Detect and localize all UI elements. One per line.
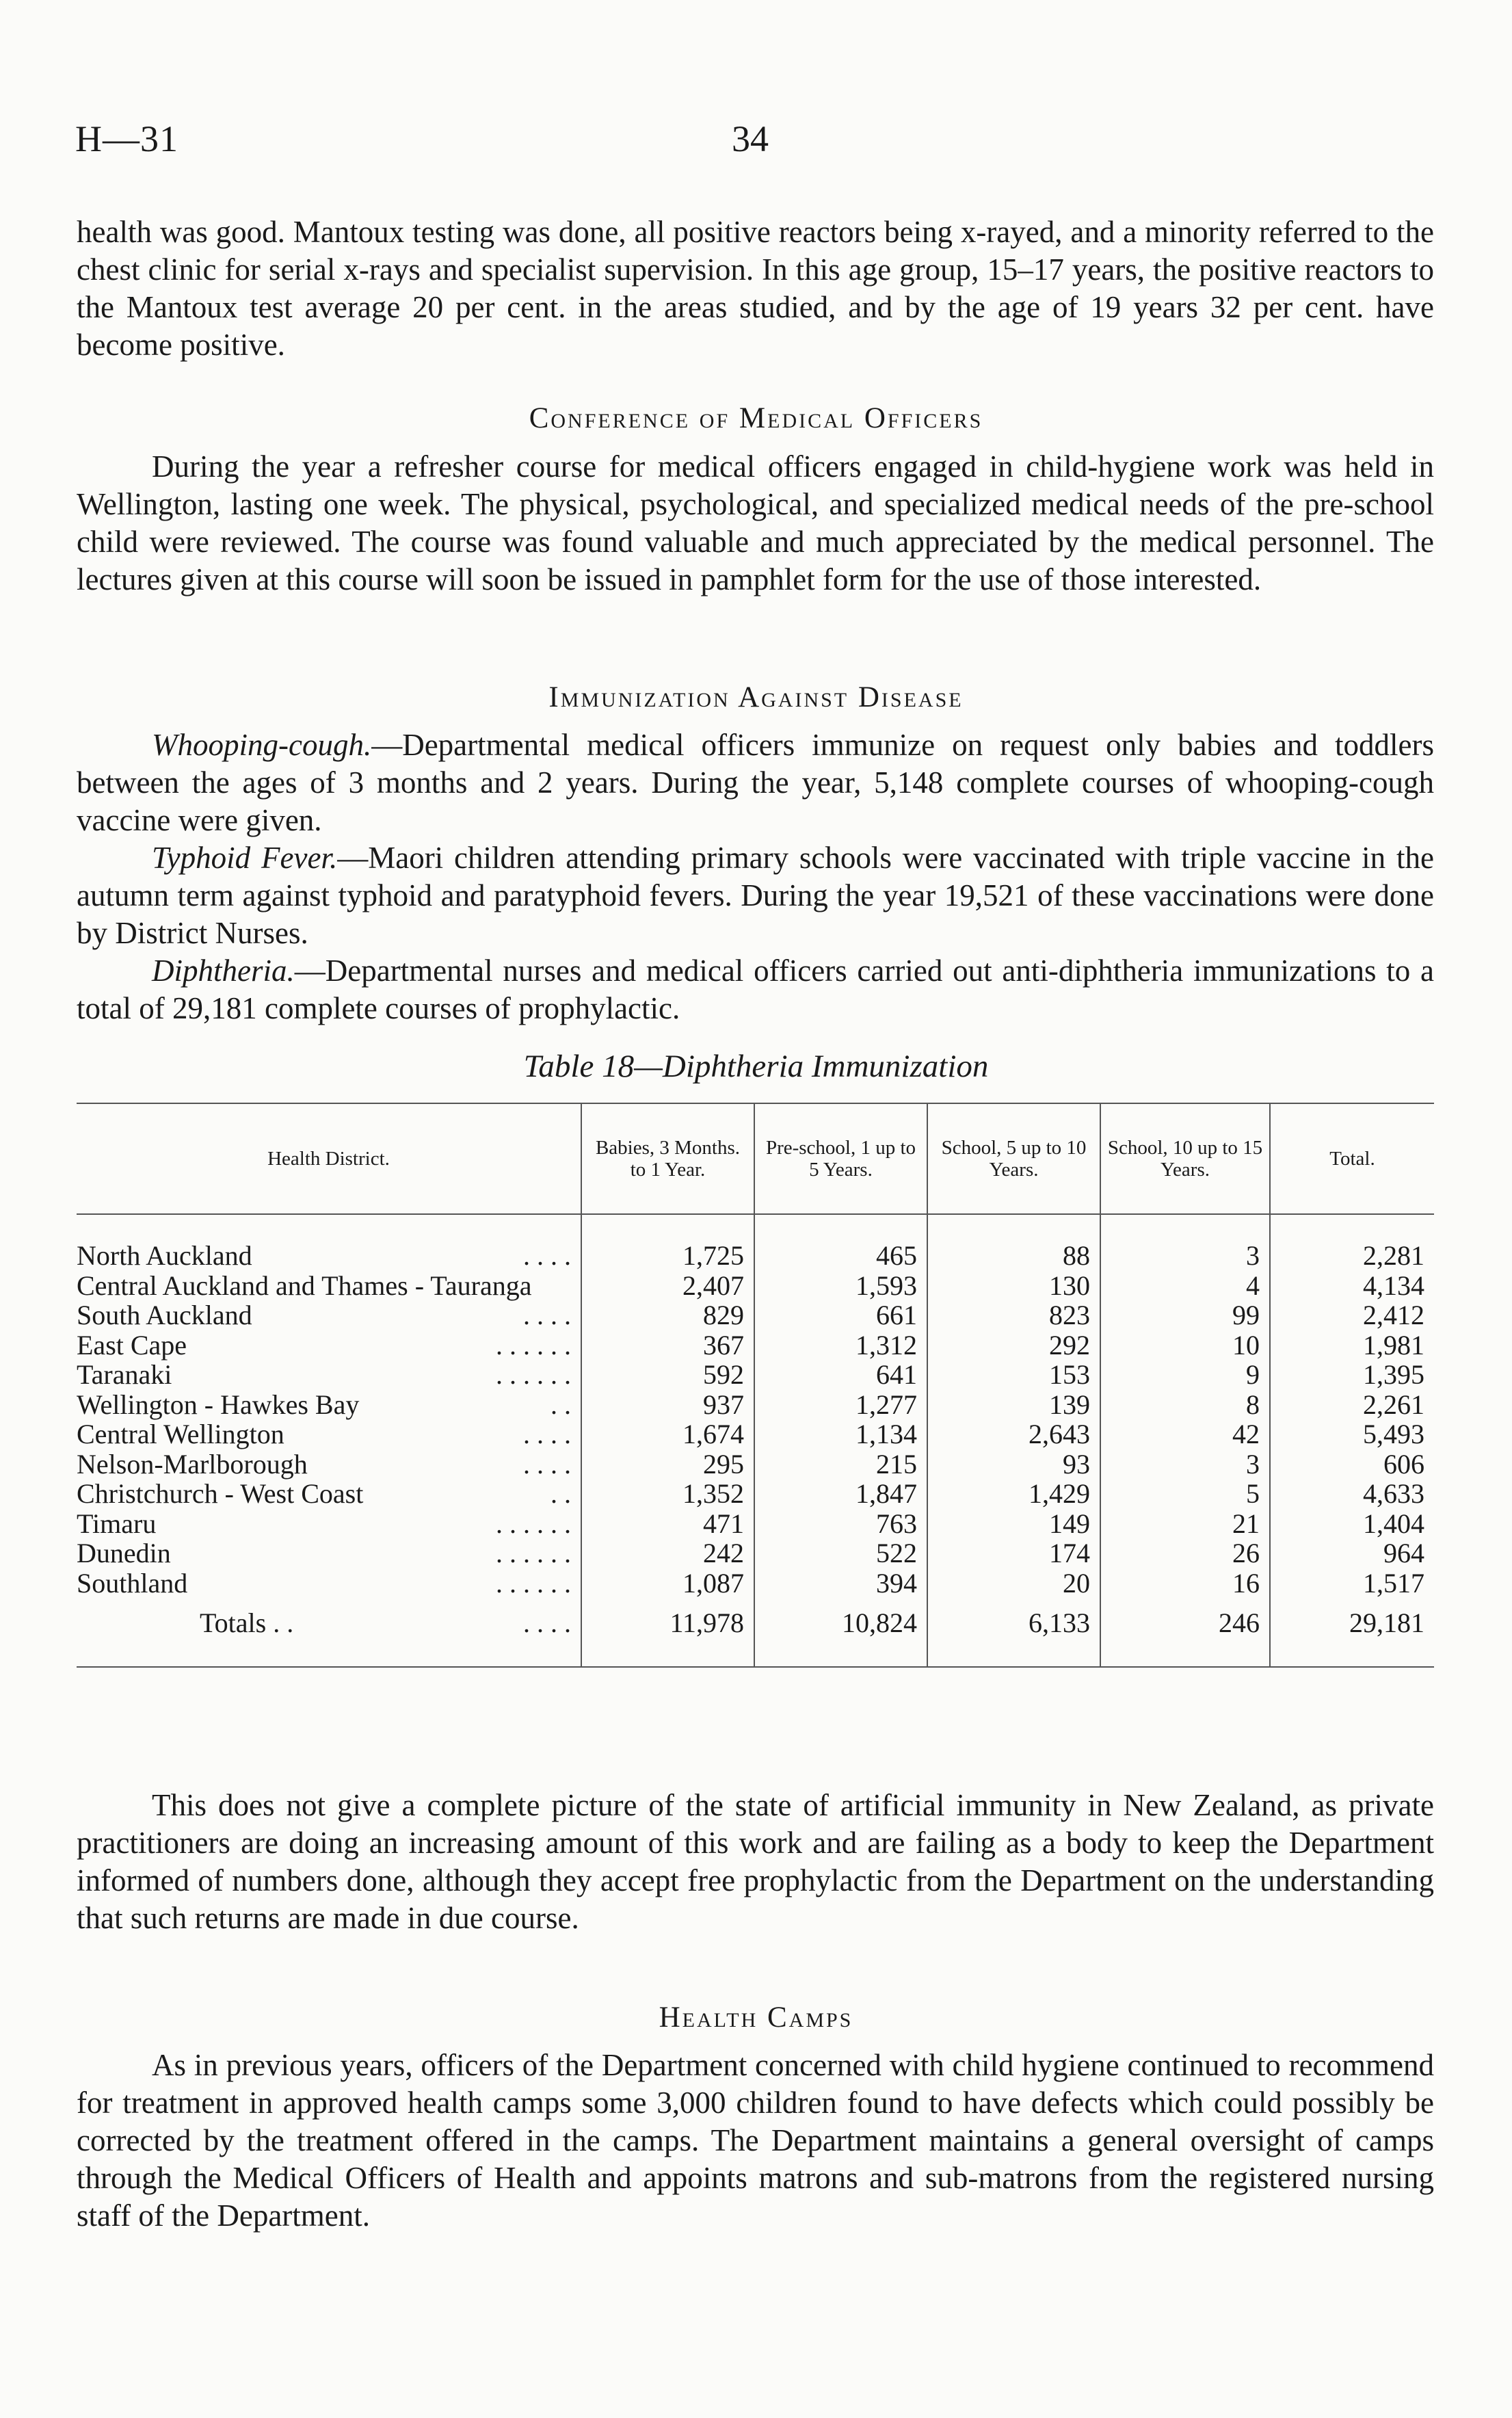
district-cell: [77, 1300, 581, 1330]
table-row: [77, 1509, 1434, 1539]
total-cell: 1,981: [1270, 1330, 1434, 1361]
district-name: Southland: [77, 1567, 188, 1599]
district-cell: [77, 1390, 581, 1420]
district-name: South Auckland: [77, 1300, 252, 1331]
total-cell: 1,395: [1270, 1360, 1434, 1390]
district-name: Nelson-Marlborough: [77, 1448, 308, 1480]
whooping-cough-text: —Departmental medical officers immunize on request only babies and toddlers between the ages of 3 months and 2 years. During the year, 5,148 complete courses of whooping-cough vaccine were given.: [77, 728, 1434, 837]
babies-cell: 471: [581, 1509, 754, 1539]
page-number: 34: [732, 118, 769, 159]
conference-paragraph: During the year a refresher course for medical officers engaged in child-hygiene work was held in Wellington, lasting one week. The physical, psychological, and specialized medical needs of the pre-school child were reviewed. The course was found valuable and much appreciated by the medical personnel. The lectures given at this course will soon be issued in pamphlet form for the use of those interested.: [77, 449, 1434, 596]
babies-cell: 592: [581, 1360, 754, 1390]
leader-dots: . . . .: [523, 1300, 571, 1331]
school-5-10-cell: 139: [927, 1390, 1100, 1420]
total-cell: 2,412: [1270, 1300, 1434, 1330]
preschool-cell: 215: [754, 1449, 927, 1480]
district-name: Taranaki: [77, 1359, 172, 1391]
preschool-cell: 763: [754, 1509, 927, 1539]
school-10-15-cell: 8: [1100, 1390, 1270, 1420]
preschool-cell: 1,134: [754, 1419, 927, 1449]
table-row: [77, 1271, 1434, 1301]
immunization-heading: Immunization Against Disease: [548, 681, 964, 713]
babies-cell: 295: [581, 1449, 754, 1480]
district-cell: [77, 1419, 581, 1449]
babies-cell: 829: [581, 1300, 754, 1330]
school-10-15-cell: 99: [1100, 1300, 1270, 1330]
school-10-15-cell: 16: [1100, 1568, 1270, 1599]
leader-dots: . . . . . .: [496, 1538, 571, 1569]
table-row: [77, 1449, 1434, 1480]
table-row: [77, 1300, 1434, 1330]
preschool-cell: 1,312: [754, 1330, 927, 1361]
district-cell: [77, 1271, 581, 1301]
babies-cell: 1,725: [581, 1241, 754, 1271]
column-header: Babies, 3 Months. to 1 Year.: [581, 1103, 754, 1214]
total-cell: 1,517: [1270, 1568, 1434, 1599]
leader-dots: . . . .: [523, 1419, 571, 1450]
school-5-10-cell: 292: [927, 1330, 1100, 1361]
preschool-cell: 394: [754, 1568, 927, 1599]
district-name: Central Wellington: [77, 1419, 284, 1450]
preschool-cell: 465: [754, 1241, 927, 1271]
school-5-10-cell: 20: [927, 1568, 1100, 1599]
babies-cell: 1,087: [581, 1568, 754, 1599]
school-5-10-cell: 2,643: [927, 1419, 1100, 1449]
total-cell: 2,281: [1270, 1241, 1434, 1271]
school-10-15-cell: 4: [1100, 1271, 1270, 1301]
district-cell: [77, 1241, 581, 1271]
table-row: [77, 1390, 1434, 1420]
total-cell: 1,404: [1270, 1509, 1434, 1539]
total-cell: 4,134: [1270, 1271, 1434, 1301]
school-5-10-cell: 149: [927, 1509, 1100, 1539]
school-10-15-cell: 3: [1100, 1449, 1270, 1480]
table-row: [77, 1538, 1434, 1568]
district-cell: [77, 1538, 581, 1568]
school-5-10-cell: 174: [927, 1538, 1100, 1568]
school-5-10-cell: 93: [927, 1449, 1100, 1480]
preschool-cell: 641: [754, 1360, 927, 1390]
babies-total-cell: 11,978: [581, 1598, 754, 1647]
total-cell: 5,493: [1270, 1419, 1434, 1449]
column-header: School, 5 up to 10 Years.: [927, 1103, 1100, 1214]
leader-dots: . . . . . .: [496, 1359, 571, 1391]
district-name: East Cape: [77, 1329, 187, 1361]
district-cell: [77, 1449, 581, 1480]
babies-cell: 937: [581, 1390, 754, 1420]
school-10-15-total-cell: 246: [1100, 1598, 1270, 1647]
district-cell: [77, 1479, 581, 1509]
babies-cell: 1,674: [581, 1419, 754, 1449]
school-5-10-cell: 823: [927, 1300, 1100, 1330]
leader-dots: . .: [551, 1478, 571, 1510]
whooping-cough-lead: Whooping-cough.: [152, 728, 372, 762]
district-cell: [77, 1568, 581, 1599]
table-row: [77, 1330, 1434, 1361]
table-row: [77, 1568, 1434, 1599]
totals-row: [77, 1598, 1434, 1647]
district-name: Dunedin: [77, 1538, 171, 1569]
column-header: Total.: [1270, 1103, 1434, 1214]
school-10-15-cell: 21: [1100, 1509, 1270, 1539]
total-cell: 4,633: [1270, 1479, 1434, 1509]
district-name: Wellington - Hawkes Bay: [77, 1389, 360, 1420]
health-camps-paragraph: As in previous years, officers of the Department concerned with child hygiene continued to recommend for treatment in approved health camps some 3,000 children found to have defects which could possibly be corrected by the treatment offered in the camps. The Department maintains a general oversight of camps through the Medical Officers of Health and appoints matrons and sub-matrons from the registered nursing staff of the Department.: [77, 2048, 1434, 2233]
school-5-10-cell: 130: [927, 1271, 1100, 1301]
column-header: School, 10 up to 15 Years.: [1100, 1103, 1270, 1214]
school-10-15-cell: 3: [1100, 1241, 1270, 1271]
school-10-15-cell: 9: [1100, 1360, 1270, 1390]
conference-heading: Conference of Medical Officers: [529, 402, 983, 434]
table-row: [77, 1419, 1434, 1449]
preschool-cell: 661: [754, 1300, 927, 1330]
school-10-15-cell: 42: [1100, 1419, 1270, 1449]
district-name: Christchurch - West Coast: [77, 1478, 364, 1510]
school-10-15-cell: 5: [1100, 1479, 1270, 1509]
leader-dots: . . . . . .: [496, 1329, 571, 1361]
table-title: Table 18—Diphtheria Immunization: [523, 1049, 989, 1084]
table-header-row: [77, 1103, 1434, 1214]
babies-cell: 242: [581, 1538, 754, 1568]
table-row: [77, 1479, 1434, 1509]
preschool-cell: 1,593: [754, 1271, 927, 1301]
totals-label: Totals . .: [200, 1607, 294, 1638]
school-5-10-cell: 88: [927, 1241, 1100, 1271]
typhoid-lead: Typhoid Fever.: [152, 841, 338, 875]
grand-total-cell: 29,181: [1270, 1598, 1434, 1647]
school-5-10-total-cell: 6,133: [927, 1598, 1100, 1647]
leader-dots: . . . .: [523, 1607, 571, 1638]
table-row: [77, 1360, 1434, 1390]
diphtheria-lead: Diphtheria.: [152, 954, 295, 988]
school-5-10-cell: 1,429: [927, 1479, 1100, 1509]
diphtheria-text: —Departmental nurses and medical officers carried out anti-diphtheria immunizations to a total of 29,181 complete courses of prophylactic.: [77, 954, 1434, 1025]
school-5-10-cell: 153: [927, 1360, 1100, 1390]
typhoid-text: —Maori children attending primary schools were vaccinated with triple vaccine in the autumn term against typhoid and paratyphoid fevers. During the year 19,521 of these vaccinations were done by District Nurses.: [77, 841, 1434, 950]
total-cell: 606: [1270, 1449, 1434, 1480]
intro-paragraph: health was good. Mantoux testing was done, all positive reactors being x-rayed, and a minority referred to the chest clinic for serial x-rays and specialist supervision. In this age group, 15–17 years, the positive reactors to the Mantoux test average 20 per cent. in the areas studied, and by the age of 19 years 32 per cent. have become positive.: [77, 215, 1434, 362]
school-10-15-cell: 10: [1100, 1330, 1270, 1361]
after-table-paragraph: This does not give a complete picture of the state of artificial immunity in New Zealand, as private practitioners are doing an increasing amount of this work and are failing as a body to keep the Department informed of numbers done, although they accept free prophylactic from the Department on the understanding that such returns are made in due course.: [77, 1788, 1434, 1935]
diphtheria-immunization-table: [77, 1103, 1434, 1668]
district-cell: [77, 1330, 581, 1361]
leader-dots: . . . .: [523, 1448, 571, 1480]
leader-dots: . . . . . .: [496, 1567, 571, 1599]
leader-dots: . . . .: [523, 1240, 571, 1272]
total-cell: 964: [1270, 1538, 1434, 1568]
district-name: Central Auckland and Thames - Tauranga: [77, 1270, 532, 1301]
district-cell: [77, 1360, 581, 1390]
table-row: [77, 1241, 1434, 1271]
column-header: Health District.: [77, 1103, 581, 1214]
school-10-15-cell: 26: [1100, 1538, 1270, 1568]
babies-cell: 367: [581, 1330, 754, 1361]
total-cell: 2,261: [1270, 1390, 1434, 1420]
district-cell: [77, 1509, 581, 1539]
health-camps-heading: Health Camps: [659, 2001, 853, 2034]
preschool-cell: 1,847: [754, 1479, 927, 1509]
babies-cell: 1,352: [581, 1479, 754, 1509]
leader-dots: . .: [551, 1389, 571, 1420]
babies-cell: 2,407: [581, 1271, 754, 1301]
whooping-cough-paragraph: [77, 726, 1434, 839]
preschool-cell: 1,277: [754, 1390, 927, 1420]
column-header: Pre-school, 1 up to 5 Years.: [754, 1103, 927, 1214]
leader-dots: . . . . . .: [496, 1508, 571, 1539]
totals-label-cell: [77, 1598, 581, 1647]
district-name: Timaru: [77, 1508, 157, 1539]
diphtheria-paragraph: [77, 952, 1434, 1027]
preschool-total-cell: 10,824: [754, 1598, 927, 1647]
district-name: North Auckland: [77, 1240, 252, 1272]
preschool-cell: 522: [754, 1538, 927, 1568]
typhoid-paragraph: [77, 839, 1434, 952]
document-code: H—31: [75, 118, 178, 159]
